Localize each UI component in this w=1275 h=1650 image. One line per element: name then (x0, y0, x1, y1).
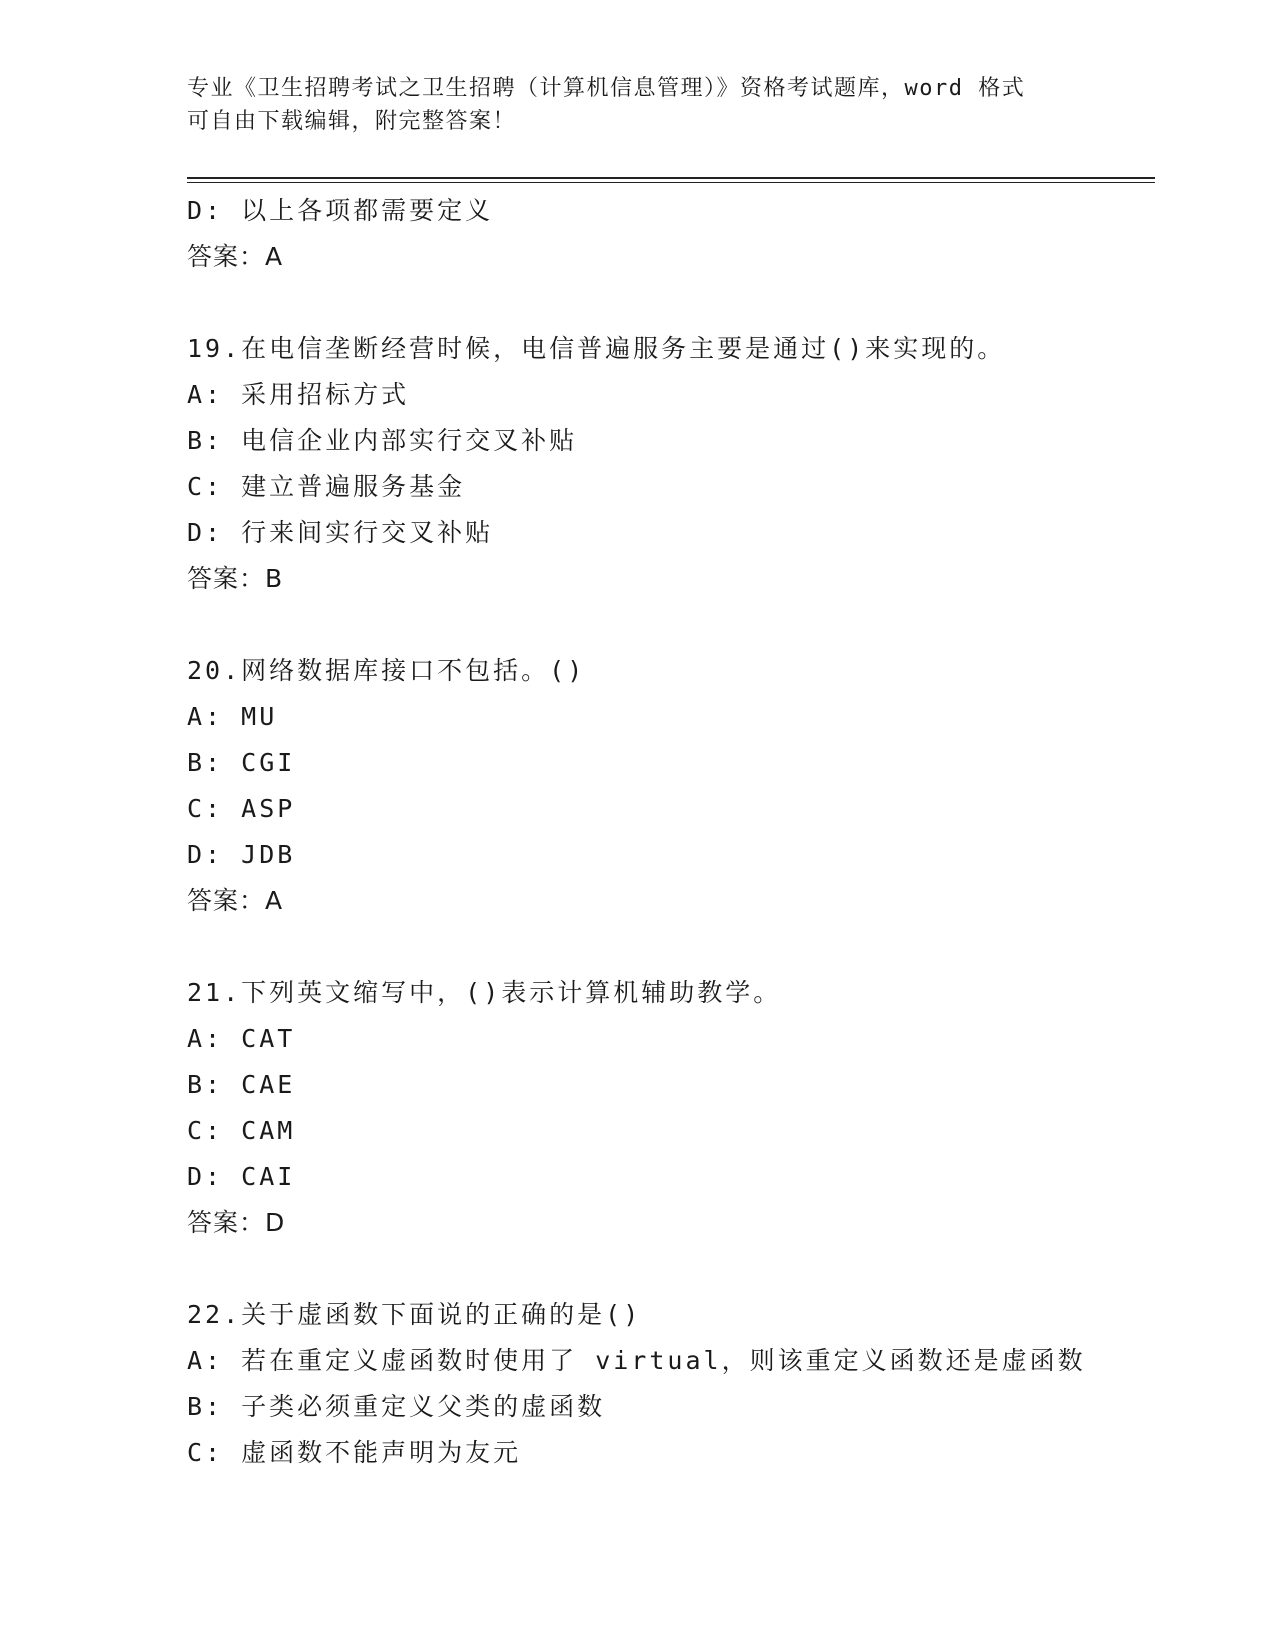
option-c: C: 建立普遍服务基金 (187, 472, 466, 501)
question-21 (187, 970, 1155, 1246)
question-text: 21.下列英文缩写中，()表示计算机辅助教学。 (187, 978, 782, 1007)
option-d: D: 以上各项都需要定义 (187, 196, 494, 225)
option-a: A: 若在重定义虚函数时使用了 virtual，则该重定义函数还是虚函数 (187, 1346, 1086, 1375)
question-20 (187, 648, 1155, 924)
option-c: C: CAM (187, 1116, 296, 1145)
question-list (187, 188, 1155, 1476)
header-line-2: 可自由下载编辑，附完整答案！ (187, 109, 517, 134)
question-19 (187, 326, 1155, 602)
option-c: C: 虚函数不能声明为友元 (187, 1438, 522, 1467)
option-a: A: CAT (187, 1024, 296, 1053)
answer-line: 答案：A (187, 242, 284, 271)
answer-line: 答案：D (187, 1208, 286, 1237)
option-d: D: CAI (187, 1162, 296, 1191)
option-b: B: CAE (187, 1070, 296, 1099)
header-divider (187, 177, 1155, 183)
question-22 (187, 1292, 1155, 1476)
question-text: 20.网络数据库接口不包括。() (187, 656, 586, 685)
option-b: B: 子类必须重定义父类的虚函数 (187, 1392, 606, 1421)
option-d: D: JDB (187, 840, 296, 869)
question-text: 19.在电信垄断经营时候，电信普遍服务主要是通过()来实现的。 (187, 334, 1006, 363)
spacer (187, 1246, 1155, 1292)
option-c: C: ASP (187, 794, 296, 823)
spacer (187, 280, 1155, 326)
header-line-1: 专业《卫生招聘考试之卫生招聘（计算机信息管理）》资格考试题库，word 格式 (187, 76, 1026, 101)
option-d: D: 行来间实行交叉补贴 (187, 518, 494, 547)
answer-line: 答案：B (187, 564, 284, 593)
spacer (187, 602, 1155, 648)
option-a: A: 采用招标方式 (187, 380, 410, 409)
option-a: A: MU (187, 702, 278, 731)
question-text: 22.关于虚函数下面说的正确的是() (187, 1300, 642, 1329)
answer-line: 答案：A (187, 886, 284, 915)
option-b: B: 电信企业内部实行交叉补贴 (187, 426, 578, 455)
spacer (187, 924, 1155, 970)
option-b: B: CGI (187, 748, 296, 777)
page-header (187, 72, 1087, 138)
